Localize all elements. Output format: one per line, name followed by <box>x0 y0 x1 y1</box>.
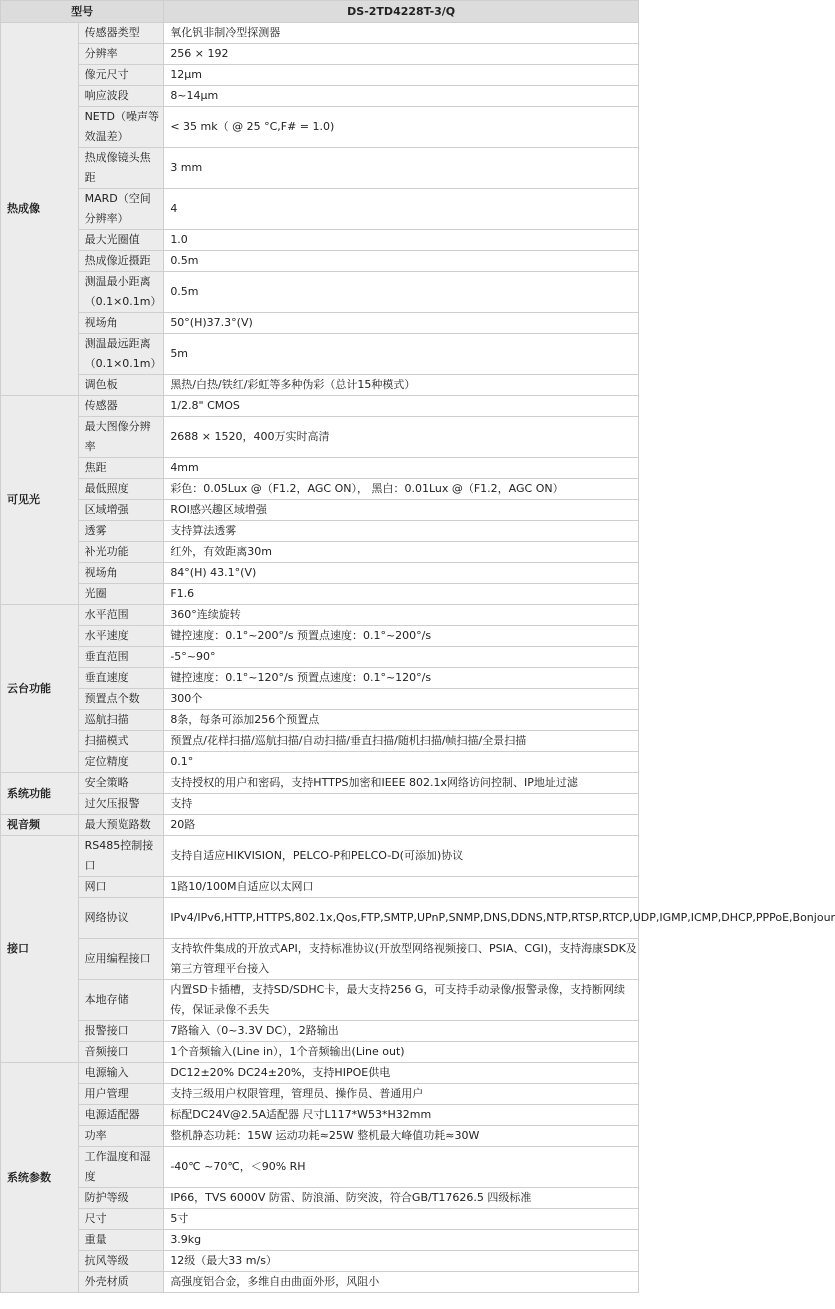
spec-body <box>1 23 835 1293</box>
spec-label: 网络协议 <box>78 898 164 939</box>
spec-label: NETD（噪声等效温差） <box>78 107 164 148</box>
spec-value: 300个 <box>164 689 639 710</box>
spec-label: 垂直速度 <box>78 668 164 689</box>
table-row <box>1 898 639 939</box>
table-row <box>1 521 639 542</box>
model-value: DS-2TD4228T-3/Q <box>164 1 639 23</box>
spec-value: 0.1° <box>164 752 639 773</box>
spec-value: 支持授权的用户和密码，支持HTTPS加密和IEEE 802.1x网络访问控制、IP地址过滤 <box>164 773 639 794</box>
spec-value: -5°~90° <box>164 647 639 668</box>
spec-value: 1路10/100M自适应以太网口 <box>164 877 639 898</box>
spec-value: 3.9kg <box>164 1230 639 1251</box>
spec-label: 垂直范围 <box>78 647 164 668</box>
spec-label: 测温最小距离（0.1×0.1m） <box>78 272 164 313</box>
spec-label: 分辨率 <box>78 44 164 65</box>
category-cell: 系统功能 <box>1 773 79 815</box>
spec-label: 像元尺寸 <box>78 65 164 86</box>
spec-value: 8条，每条可添加256个预置点 <box>164 710 639 731</box>
table-row <box>1 1147 639 1188</box>
spec-label: 外壳材质 <box>78 1272 164 1293</box>
table-row <box>1 584 639 605</box>
spec-value: 50°(H)37.3°(V) <box>164 313 639 334</box>
spec-label: 视场角 <box>78 313 164 334</box>
table-row <box>1 189 639 230</box>
spec-value: DC12±20% DC24±20%，支持HIPOE供电 <box>164 1063 639 1084</box>
spec-value: IP66，TVS 6000V 防雷、防浪涌、防突波，符合GB/T17626.5 四级标准 <box>164 1188 639 1209</box>
table-row <box>1 710 639 731</box>
spec-value: 高强度铝合金，多维自由曲面外形，风阻小 <box>164 1272 639 1293</box>
table-row <box>1 1230 639 1251</box>
spec-label: 工作温度和湿度 <box>78 1147 164 1188</box>
spec-label: 水平速度 <box>78 626 164 647</box>
spec-value: 支持自适应HIKVISION，PELCO-P和PELCO-D(可添加)协议 <box>164 836 639 877</box>
table-row <box>1 148 639 189</box>
table-row <box>1 396 639 417</box>
table-row <box>1 563 639 584</box>
spec-value: 4mm <box>164 458 639 479</box>
table-row <box>1 313 639 334</box>
spec-label: 最大图像分辨率 <box>78 417 164 458</box>
spec-value: 支持软件集成的开放式API，支持标准协议(开放型网络视频接口、PSIA、CGI)，支持海康SDK及第三方管理平台接入 <box>164 939 639 980</box>
spec-label: 传感器类型 <box>78 23 164 44</box>
spec-label: 安全策略 <box>78 773 164 794</box>
spec-label: 用户管理 <box>78 1084 164 1105</box>
spec-value: 红外，有效距离30m <box>164 542 639 563</box>
spec-value: IPv4/IPv6,HTTP,HTTPS,802.1x,Qos,FTP,SMTP,UPnP,SNMP,DNS,DDNS,NTP,RTSP,RTCP,UDP,IGMP,ICMP,DHCP,PPPoE,Bonjour <box>164 898 639 939</box>
spec-label: 音频接口 <box>78 1042 164 1063</box>
spec-label: 测温最远距离（0.1×0.1m） <box>78 334 164 375</box>
spec-value: 支持 <box>164 794 639 815</box>
spec-value: 3 mm <box>164 148 639 189</box>
table-row <box>1 1188 639 1209</box>
table-row <box>1 417 639 458</box>
spec-label: 最大光圈值 <box>78 230 164 251</box>
spec-label: 传感器 <box>78 396 164 417</box>
table-row <box>1 1021 639 1042</box>
spec-value: 内置SD卡插槽，支持SD/SDHC卡，最大支持256 G，可支持手动录像/报警录像，支持断网续传，保证录像不丢失 <box>164 980 639 1021</box>
spec-value: 7路输入（0~3.3V DC），2路输出 <box>164 1021 639 1042</box>
table-row <box>1 752 639 773</box>
table-row <box>1 86 639 107</box>
spec-label: 本地存储 <box>78 980 164 1021</box>
spec-value: 12级（最大33 m/s） <box>164 1251 639 1272</box>
spec-value: 彩色：0.05Lux @（F1.2，AGC ON）， 黑白：0.01Lux @（F1.2，AGC ON） <box>164 479 639 500</box>
spec-value: -40℃ ~70℃，＜90% RH <box>164 1147 639 1188</box>
spec-label: 透雾 <box>78 521 164 542</box>
table-row <box>1 230 639 251</box>
table-row <box>1 1209 639 1230</box>
category-cell: 热成像 <box>1 23 79 396</box>
spec-value: 5m <box>164 334 639 375</box>
spec-label: 调色板 <box>78 375 164 396</box>
table-row <box>1 107 639 148</box>
category-cell: 可见光 <box>1 396 79 605</box>
spec-value: F1.6 <box>164 584 639 605</box>
table-row <box>1 731 639 752</box>
spec-value: 0.5m <box>164 251 639 272</box>
spec-label: 定位精度 <box>78 752 164 773</box>
table-row <box>1 939 639 980</box>
table-row <box>1 1272 639 1293</box>
table-row <box>1 542 639 563</box>
spec-value: 20路 <box>164 815 639 836</box>
spec-label: 最低照度 <box>78 479 164 500</box>
spec-label: 重量 <box>78 1230 164 1251</box>
spec-label: 预置点个数 <box>78 689 164 710</box>
table-row <box>1 479 639 500</box>
spec-value: 氧化钒非制冷型探测器 <box>164 23 639 44</box>
table-row <box>1 23 639 44</box>
table-row <box>1 877 639 898</box>
spec-label: 扫描模式 <box>78 731 164 752</box>
table-row <box>1 272 639 313</box>
spec-label: 防护等级 <box>78 1188 164 1209</box>
spec-label: 焦距 <box>78 458 164 479</box>
spec-value: 整机静态功耗：15W 运动功耗≈25W 整机最大峰值功耗≈30W <box>164 1126 639 1147</box>
table-row <box>1 980 639 1021</box>
category-cell: 接口 <box>1 836 79 1063</box>
table-row <box>1 251 639 272</box>
spec-label: 响应波段 <box>78 86 164 107</box>
spec-label: 尺寸 <box>78 1209 164 1230</box>
table-row <box>1 626 639 647</box>
spec-label: RS485控制接口 <box>78 836 164 877</box>
spec-value: 12μm <box>164 65 639 86</box>
spec-label: 热成像镜头焦距 <box>78 148 164 189</box>
model-label: 型号 <box>1 1 164 23</box>
table-row <box>1 1105 639 1126</box>
table-row <box>1 334 639 375</box>
spec-value: 360°连续旋转 <box>164 605 639 626</box>
spec-value: 黑热/白热/铁红/彩虹等多种伪彩（总计15种模式） <box>164 375 639 396</box>
spec-value: 支持算法透雾 <box>164 521 639 542</box>
spec-value: 标配DC24V@2.5A适配器 尺寸L117*W53*H32mm <box>164 1105 639 1126</box>
category-cell: 视音频 <box>1 815 79 836</box>
spec-label: 抗风等级 <box>78 1251 164 1272</box>
spec-value: 0.5m <box>164 272 639 313</box>
spec-value: 键控速度：0.1°~120°/s 预置点速度：0.1°~120°/s <box>164 668 639 689</box>
table-row <box>1 44 639 65</box>
spec-label: 视场角 <box>78 563 164 584</box>
spec-value: 2688 × 1520，400万实时高清 <box>164 417 639 458</box>
spec-value: ROI感兴趣区域增强 <box>164 500 639 521</box>
spec-label: 网口 <box>78 877 164 898</box>
spec-value: 1个音频输入(Line in），1个音频输出(Line out) <box>164 1042 639 1063</box>
spec-label: 巡航扫描 <box>78 710 164 731</box>
spec-value: 1.0 <box>164 230 639 251</box>
spec-value: < 35 mk（ @ 25 °C,F# = 1.0) <box>164 107 639 148</box>
spec-label: MARD（空间分辨率） <box>78 189 164 230</box>
spec-value: 预置点/花样扫描/巡航扫描/自动扫描/垂直扫描/随机扫描/帧扫描/全景扫描 <box>164 731 639 752</box>
spec-value: 5寸 <box>164 1209 639 1230</box>
category-cell: 云台功能 <box>1 605 79 773</box>
spec-value: 256 × 192 <box>164 44 639 65</box>
spec-value: 支持三级用户权限管理，管理员、操作员、普通用户 <box>164 1084 639 1105</box>
table-row <box>1 1084 639 1105</box>
table-row <box>1 458 639 479</box>
spec-value: 键控速度：0.1°~200°/s 预置点速度：0.1°~200°/s <box>164 626 639 647</box>
spec-label: 光圈 <box>78 584 164 605</box>
spec-value: 1/2.8" CMOS <box>164 396 639 417</box>
spec-label: 最大预览路数 <box>78 815 164 836</box>
spec-label: 电源输入 <box>78 1063 164 1084</box>
spec-label: 报警接口 <box>78 1021 164 1042</box>
table-row <box>1 1251 639 1272</box>
table-row <box>1 773 639 794</box>
spec-label: 水平范围 <box>78 605 164 626</box>
table-row <box>1 1126 639 1147</box>
table-row <box>1 65 639 86</box>
table-row <box>1 836 639 877</box>
table-row <box>1 605 639 626</box>
table-row <box>1 375 639 396</box>
spec-label: 过欠压报警 <box>78 794 164 815</box>
table-row <box>1 794 639 815</box>
spec-value: 4 <box>164 189 639 230</box>
table-row <box>1 647 639 668</box>
spec-label: 功率 <box>78 1126 164 1147</box>
spec-label: 区域增强 <box>78 500 164 521</box>
table-row <box>1 500 639 521</box>
category-cell: 系统参数 <box>1 1063 79 1293</box>
table-row <box>1 1063 639 1084</box>
table-row <box>1 668 639 689</box>
spec-value: 84°(H) 43.1°(V) <box>164 563 639 584</box>
spec-label: 应用编程接口 <box>78 939 164 980</box>
spec-label: 补光功能 <box>78 542 164 563</box>
header-row <box>1 1 639 23</box>
spec-label: 热成像近摄距 <box>78 251 164 272</box>
table-row <box>1 689 639 710</box>
spec-value: 8~14μm <box>164 86 639 107</box>
table-row <box>1 1042 639 1063</box>
table-row <box>1 815 639 836</box>
spec-label: 电源适配器 <box>78 1105 164 1126</box>
